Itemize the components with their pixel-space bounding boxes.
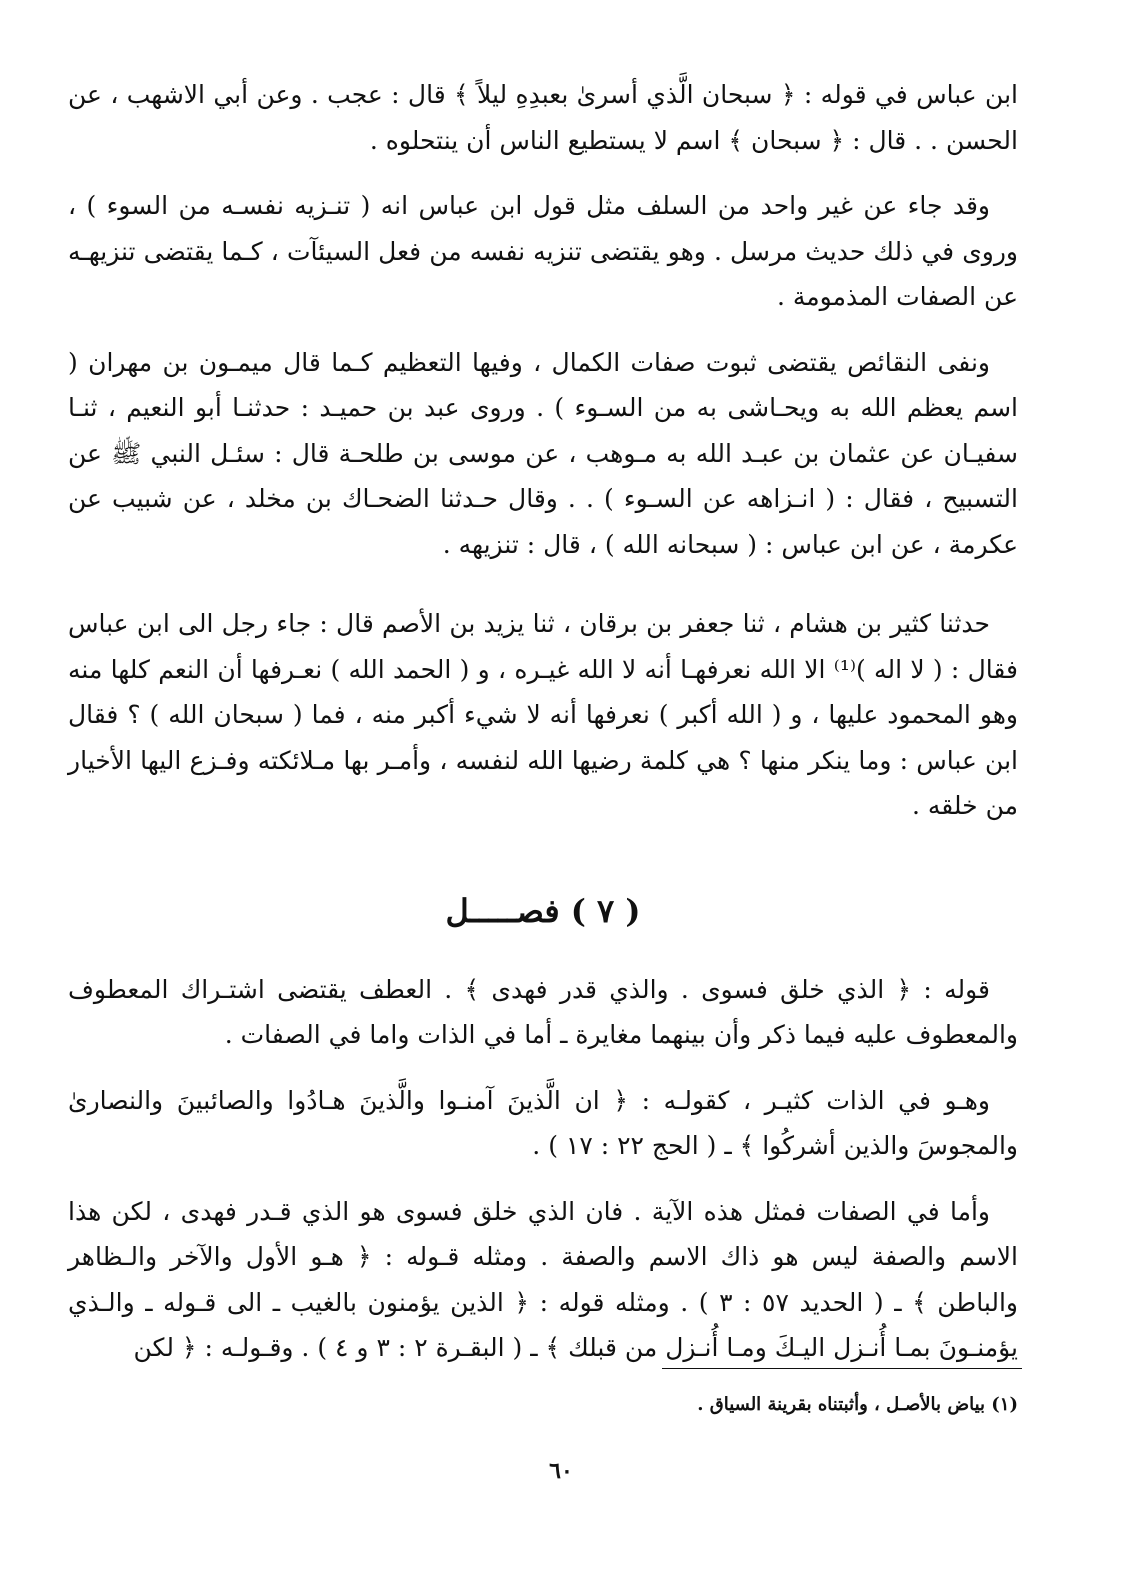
section-title: ( ٧ ) فصـــــل: [445, 891, 641, 930]
paragraph-7: وأما في الصفات فمثل هذه الآية . فان الذي خلق فسوى هو الذي قـدر فهدى ، لكن هذا الاسم والصفة ليس هو ذاك الاسم والصفة . ومثله قـوله : ﴿ هـو الأول والآخر والـظاهر والباطن ﴾ ـ ( الحديد ٥٧ : ٣ ) . ومثله قوله : ﴿ الذين يؤمنون بالغيب ـ الى قـوله ـ والـذي يؤمنـونَ بمـا أُنـزل اليـكَ ومـا أُنـزل من قبلك ﴾ ـ ( البقـرة ٢ : ٣ و ٤ ) . وقـولـه : ﴿ لكن: [68, 1196, 1018, 1362]
paragraph-4: حدثنا كثير بن هشام ، ثنا جعفر بن برقان ، ثنا يزيد بن الأصم قال : جاء رجل الى ابن عباس فقال : ( لا اله )⁽¹⁾ الا الله نعرفهـا أنه لا الله غيـره ، و ( الحمد الله ) نعـرفها أن النعم كلها منه وهو المحمود عليها ، و ( الله أكبر ) نعرفها أنه لا شيء أكبر منه ، فما ( سبحان الله ) ؟ فقال ابن عباس : وما ينكر منها ؟ هي كلمة رضيها الله لنفسه ، وأمـر بها مـلائكته وفـزع اليها الأخيار من خلقه .: [68, 609, 1018, 820]
paragraph-5: قوله : ﴿ الذي خلق فسوى . والذي قدر فهدى ﴾ . العطف يقتضى اشتـراك المعطوف والمعطوف عليه فيما ذكر وأن بينهما مغايرة ـ أما في الذات واما في الصفات .: [68, 974, 1018, 1049]
page-number: ٦٠: [549, 1458, 573, 1484]
paragraph-1: ابن عباس في قوله : ﴿ سبحان الَّذي أسرىٰ بعبدِهِ ليلاً ﴾ قال : عجب . وعن أبي الاشهب ، عن الحسن . . قال : ﴿ سبحان ﴾ اسم لا يستطيع الناس أن ينتحلوه .: [68, 80, 1018, 155]
paragraph-3: ونفى النقائص يقتضى ثبوت صفات الكمال ، وفيها التعظيم كـما قال ميمـون بن مهران ( اسم يعظم الله به ويحـاشى به من السـوء ) . وروى عبد بن حميـد : حدثنـا أبو النعيم ، ثنـا سفيـان عن عثمان بن عبـد الله به مـوهب ، عن موسى بن طلحـة قال : سئـل النبي ﷺ عن التسبيح ، فقال : ( انـزاهه عن السـوء ) . . وقال حـدثنا الضحـاك بن مخلد ، عن شبيب عن عكرمة ، عن ابن عباس : ( سبحانه الله ) ، قال : تنزيهه .: [68, 347, 1018, 559]
footnote: (١) بياض بالأصـل ، وأثبتناه بقرينة السياق .: [697, 1394, 1018, 1415]
paragraph-2: وقد جاء عن غير واحد من السلف مثل قول ابن عباس انه ( تنـزيه نفسـه من السوء ) ، وروى في ذلك حديث مرسل . وهو يقتضى تنزيه نفسه من فعل السيئآت ، كـما يقتضى تنزيهـه عن الصفات المذمومة .: [68, 191, 1018, 311]
document-page: [68, 72, 1018, 1542]
footnote-rule: [662, 1368, 1022, 1369]
paragraph-6: وهـو في الذات كثيـر ، كقولـه : ﴿ ان الَّذينَ آمنـوا والَّذينَ هـادُوا والصائبينَ والنصارىٰ والمجوسَ والذين أشركُوا ﴾ ـ ( الحج ٢٢ : ١٧ ) .: [68, 1085, 1018, 1160]
